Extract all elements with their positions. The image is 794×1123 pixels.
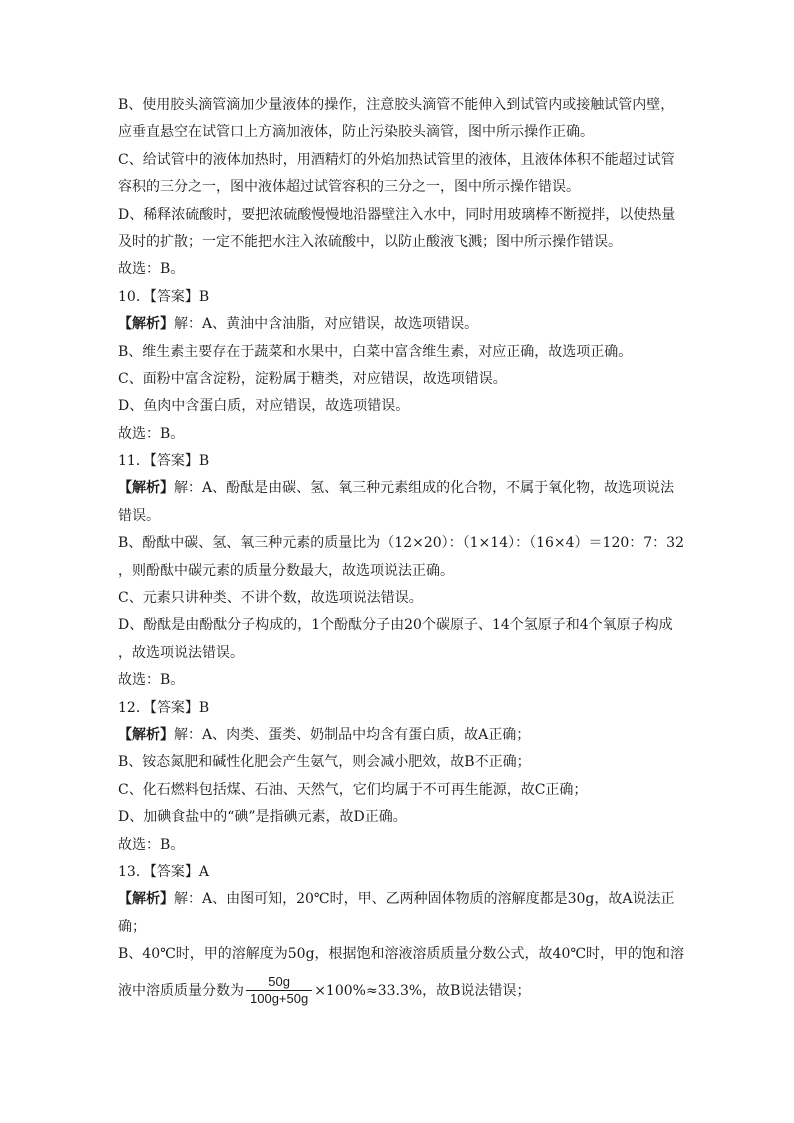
- q10-option-a: [118, 311, 684, 338]
- q9-option-c-line1: C、给试管中的液体加热时，用酒精灯的外焰加热试管里的液体，且液体体积不能超过试管: [118, 151, 675, 168]
- q13-header: 13．【答案】A: [118, 863, 209, 880]
- q13-option-b-line1: B、40℃时，甲的溶解度为50g，根据饱和溶液溶质质量分数公式，故40℃时，甲的饱和溶: [118, 946, 685, 963]
- q10-option-a-text: 解：A、黄油中含油脂，对应错误，故选项错误。: [174, 316, 479, 333]
- analysis-label: 【解析】: [118, 480, 174, 497]
- q9-option-d-line2: 及时的扩散；一定不能把水注入浓硫酸中，以防止酸液飞溅；图中所示操作错误。: [118, 233, 622, 250]
- fraction-denominator: 100g+50g: [246, 990, 312, 1007]
- q11-option-c: C、元素只讲种类、不讲个数，故选项说法错误。: [118, 590, 423, 607]
- analysis-label: 【解析】: [118, 891, 174, 908]
- q13-option-a-line2: 确；: [118, 918, 146, 935]
- q9-option-d-line1: D、稀释浓硫酸时，要把浓硫酸慢慢地沿器壁注入水中，同时用玻璃棒不断搅拌，以使热量: [118, 206, 676, 223]
- q12-header: 12．【答案】B: [118, 699, 210, 716]
- q10-header: 10．【答案】B: [118, 288, 210, 305]
- q9-option-b-line1: B、使用胶头滴管滴加少量液体的操作，注意胶头滴管不能伸入到试管内或接触试管内壁，: [118, 97, 675, 113]
- q10-option-c: C、面粉中富含淀粉，淀粉属于糖类，对应错误，故选项错误。: [118, 370, 507, 387]
- analysis-label: 【解析】: [118, 726, 174, 743]
- q11-option-d-line2: ，故选项说法错误。: [118, 644, 244, 661]
- q9-option-b-line2: 应垂直悬空在试管口上方滴加液体，防止污染胶头滴管，图中所示操作正确。: [118, 124, 594, 141]
- analysis-label: 【解析】: [118, 316, 174, 333]
- q13-option-b-prefix: 液中溶质质量分数为: [118, 982, 244, 999]
- q12-option-b: B、铵态氮肥和碱性化肥会产生氨气，则会减小肥效，故B不正确；: [118, 754, 531, 771]
- q10-choice: 故选：B。: [118, 425, 185, 442]
- q11-choice: 故选：B。: [118, 672, 185, 689]
- q9-choice: 故选：B。: [118, 261, 185, 278]
- q11-option-a-text: 解：A、酚酞是由碳、氢、氧三种元素组成的化合物，不属于氧化物，故选项说法: [174, 480, 675, 497]
- q11-option-a-line2: 错误。: [118, 507, 160, 524]
- q11-option-b-line1: B、酚酞中碳、氢、氧三种元素的质量比为（12×20）：（1×14）：（16×4）＝120：7：32: [118, 535, 684, 552]
- q11-option-d-line1: D、酚酞是由酚酞分子构成的，1个酚酞分子由20个碳原子、14个氢原子和4个氧原子构成: [118, 617, 673, 634]
- q11-option-a-line1: [118, 475, 684, 502]
- q12-choice: 故选：B。: [118, 836, 185, 853]
- q12-option-c: C、化石燃料包括煤、石油、天然气，它们均属于不可再生能源，故C正确；: [118, 781, 588, 798]
- fraction-numerator: 50g: [268, 974, 290, 989]
- q12-option-d: D、加碘食盐中的“碘”是指碘元素，故D正确。: [118, 809, 407, 826]
- q13-option-a-line1: [118, 886, 684, 913]
- q11-option-b-line2: ，则酚酞中碳元素的质量分数最大，故选项说法正确。: [118, 562, 454, 579]
- q13-option-a-text: 解：A、由图可知，20℃时，甲、乙两种固体物质的溶解度都是30g，故A说法正: [174, 891, 675, 908]
- q13-option-b-suffix: ×100%≈33.3%，故B说法错误；: [314, 982, 531, 999]
- q11-header: 11．【答案】B: [118, 453, 210, 470]
- q12-option-a: [118, 722, 684, 749]
- q13-option-b-line2: [118, 969, 684, 1013]
- q12-option-a-text: 解：A、肉类、蛋类、奶制品中均含有蛋白质，故A正确；: [174, 726, 531, 743]
- q10-option-b: B、维生素主要存在于蔬菜和水果中，白菜中富含维生素，对应正确，故选项正确。: [118, 343, 633, 360]
- mass-fraction-formula: [246, 974, 312, 1007]
- answer-analysis-text: [118, 92, 684, 1013]
- q10-option-d: D、鱼肉中含蛋白质，对应错误，故选项错误。: [118, 398, 410, 415]
- q9-option-c-line2: 容积的三分之一，图中液体超过试管容积的三分之一，图中所示操作错误。: [118, 179, 580, 196]
